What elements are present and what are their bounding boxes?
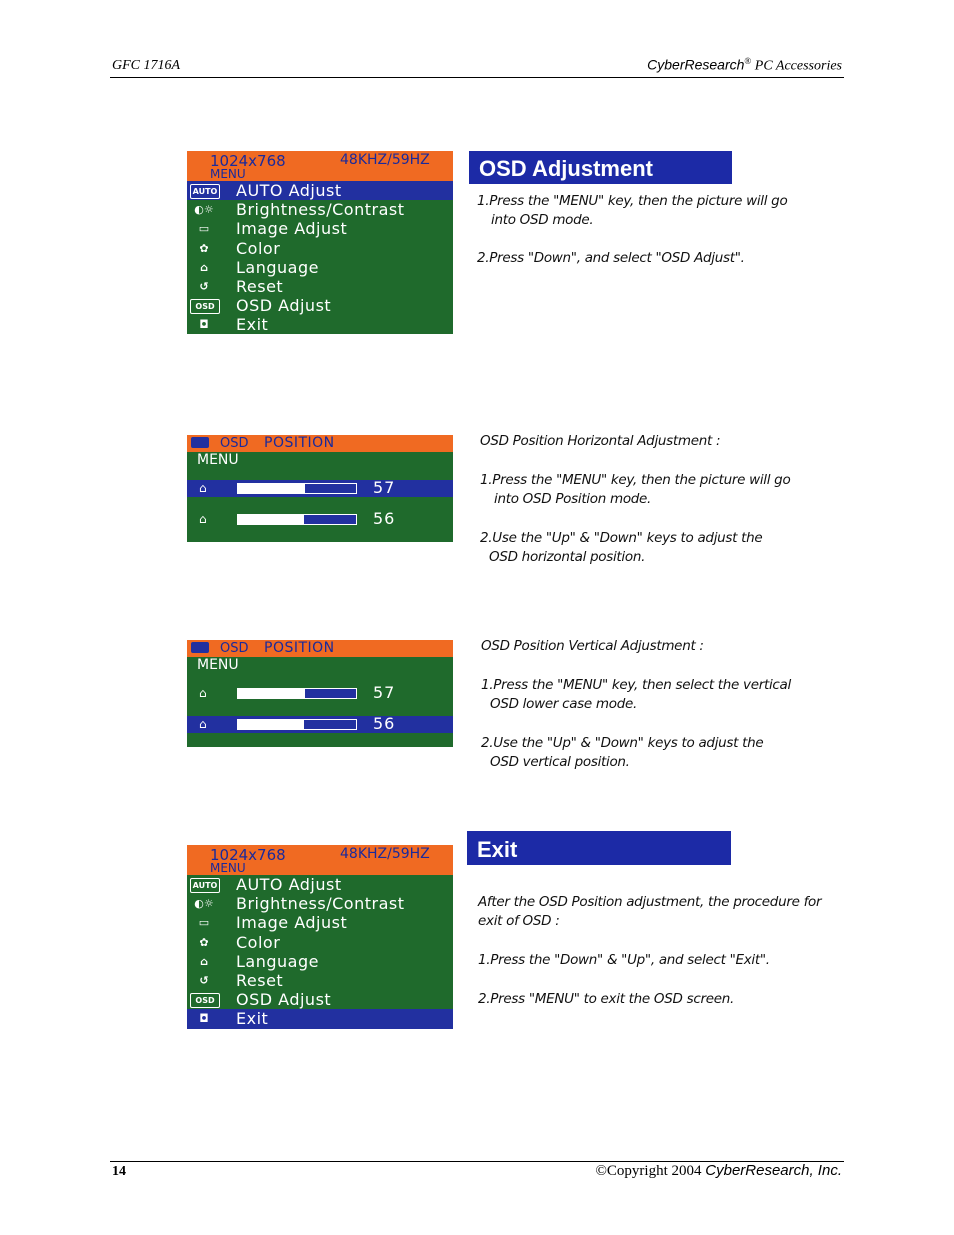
section4-instructions [478,893,821,1009]
osd-menu-item [187,277,453,296]
text-line [480,451,790,471]
osd-menu-item-icon: ▭ [198,222,210,236]
position-slider-fill [238,689,305,698]
position-slider-fill [238,515,304,524]
osd-menu-item-label: Color [236,932,281,952]
text-line: 2.Use the "Up" & "Down" keys to adjust the [480,530,763,546]
position-slider-track [237,719,357,730]
position-bars [187,480,453,528]
osd-menu-item-icon: AUTO [190,878,220,893]
osd-menu-items [187,875,453,1029]
position-value: 57 [373,683,396,702]
osd-menu-item [187,181,453,200]
osd-menu-item-label: Exit [236,315,269,335]
text-line: OSD Position Vertical Adjustment : [481,638,704,654]
text-line: exit of OSD : [478,913,560,929]
osd-label: OSD [220,436,249,451]
osd-position-header [187,640,453,657]
osd-main-menu-screenshot [187,151,453,334]
osd-menu-label: MENU [210,167,246,181]
osd-main-menu-exit-screenshot [187,845,453,1028]
position-bar-row [187,716,453,733]
monitor-icon: ⌂ [199,717,207,731]
osd-menu-item-icon: OSD [190,299,220,314]
position-slider-fill [238,720,304,729]
text-line: OSD vertical position. [490,754,630,770]
osd-menu-item-label: OSD Adjust [236,296,332,316]
osd-menu-item [187,200,453,219]
osd-menu-item-icon: ↺ [199,279,209,293]
position-label: POSITION [264,640,335,656]
menu-label: MENU [197,452,239,468]
text-line [480,509,790,529]
osd-menu-item-icon: ◐☼ [194,203,214,217]
text-line: 1.Press the "Down" & "Up", and select "Exit". [478,952,770,968]
osd-menu-item [187,933,453,952]
osd-menu-item-label: AUTO Adjust [236,181,342,200]
osd-menu-item-label: AUTO Adjust [236,875,342,894]
menu-label: MENU [197,657,239,673]
osd-frequency: 48KHZ/59HZ [340,152,430,168]
osd-menu-item-label: Color [236,238,281,258]
osd-menu-item [187,913,453,932]
osd-icon [191,437,209,448]
osd-menu-item-label: Brightness/Contrast [236,894,405,914]
osd-menu-item-label: OSD Adjust [236,990,332,1010]
osd-position-menu [187,657,453,685]
osd-menu-items [187,181,453,335]
osd-menu-item [187,971,453,990]
text-line [478,931,821,951]
text-line: into OSD mode. [491,212,594,228]
position-slider-track [237,688,357,699]
osd-menu-item [187,875,453,894]
text-line: OSD lower case mode. [490,696,637,712]
text-line: 2.Use the "Up" & "Down" keys to adjust the [481,735,764,751]
monitor-icon: ⌂ [199,512,207,526]
osd-menu-item-label: Language [236,951,319,971]
osd-resolution: 1024x768 [210,152,286,170]
text-line [477,230,787,249]
section3-instructions [481,637,791,772]
text-line: 1.Press the "MENU" key, then the picture will go [477,193,788,209]
text-line: OSD horizontal position. [489,549,646,565]
osd-icon [191,642,209,653]
section2-instructions [480,432,790,567]
osd-menu-item [187,219,453,238]
text-line [481,656,791,676]
osd-label: OSD [220,641,249,656]
section-title-osd-adjustment: OSD Adjustment [469,151,732,184]
section1-instructions [477,192,787,268]
osd-menu-item-label: Image Adjust [236,219,348,239]
text-line: 2.Press "Down", and select "OSD Adjust". [477,250,745,266]
osd-menu-item-icon: ◐☼ [194,897,214,911]
osd-menu-item-icon: ⌂ [200,954,208,968]
osd-position-horizontal-screenshot [187,435,453,542]
osd-menu-item-label: Brightness/Contrast [236,200,405,220]
osd-menu-item-label: Reset [236,276,284,296]
osd-menu-item [187,1009,453,1028]
osd-resolution: 1024x768 [210,846,286,864]
monitor-icon: ⌂ [199,481,207,495]
position-bars [187,685,453,733]
osd-position-vertical-screenshot [187,640,453,747]
osd-menu-item-label: Language [236,257,319,277]
osd-menu-item [187,894,453,913]
text-line [481,714,791,734]
position-slider-track [237,483,357,494]
company-name: CyberResearch, Inc. [705,1162,842,1179]
osd-menu-item-label: Reset [236,970,284,990]
text-line: OSD Position Horizontal Adjustment : [480,433,721,449]
monitor-icon: ⌂ [199,686,207,700]
osd-position-header [187,435,453,452]
osd-menu-item [187,258,453,277]
section-title-exit: Exit [467,831,731,865]
osd-menu-item-icon: ⌂ [200,260,208,274]
header-rule [110,77,844,78]
text-line: 1.Press the "MENU" key, then select the vertical [481,677,791,693]
position-value: 56 [373,714,396,733]
osd-menu-item-label: Exit [236,1009,269,1029]
position-label: POSITION [264,435,335,451]
text-line: 1.Press the "MENU" key, then the picture will go [480,472,791,488]
osd-menu-item-icon: AUTO [190,184,220,199]
osd-menu-header [187,151,453,181]
osd-menu-item-label: Image Adjust [236,913,348,933]
text-line [478,970,821,990]
footer-copyright [596,1162,842,1180]
osd-position-menu [187,452,453,480]
osd-menu-item [187,296,453,315]
text-line: into OSD Position mode. [494,491,652,507]
registered-mark: ® [744,56,752,66]
osd-menu-item-icon: ▭ [198,916,210,930]
position-slider-fill [238,484,305,493]
osd-menu-item [187,990,453,1009]
position-bar-row [187,480,453,497]
osd-frequency: 48KHZ/59HZ [340,846,430,862]
osd-menu-label: MENU [210,861,246,875]
text-line: After the OSD Position adjustment, the procedure for [478,894,822,910]
osd-menu-item-icon: ◘ [199,318,209,332]
header-subtitle: PC Accessories [751,58,842,74]
position-bar-row [187,685,453,702]
position-value: 56 [373,509,396,528]
position-value: 57 [373,478,396,497]
osd-menu-item-icon: ◘ [199,1012,209,1026]
osd-menu-item [187,239,453,258]
position-slider-track [237,514,357,525]
osd-menu-header [187,845,453,875]
osd-menu-item-icon: OSD [190,993,220,1008]
page-number: 14 [112,1164,126,1179]
header-brand [647,56,842,75]
position-bar-row [187,511,453,528]
osd-menu-item [187,315,453,334]
osd-menu-item-icon: ↺ [199,973,209,987]
brand-name: CyberResearch [647,56,745,73]
text-line: 2.Press "MENU" to exit the OSD screen. [478,991,734,1007]
osd-menu-item-icon: ✿ [199,935,209,949]
osd-menu-item-icon: ✿ [199,241,209,255]
osd-menu-item [187,952,453,971]
copyright-text: ©Copyright 2004 [595,1163,706,1179]
header-doc-id: GFC 1716A [112,58,181,73]
